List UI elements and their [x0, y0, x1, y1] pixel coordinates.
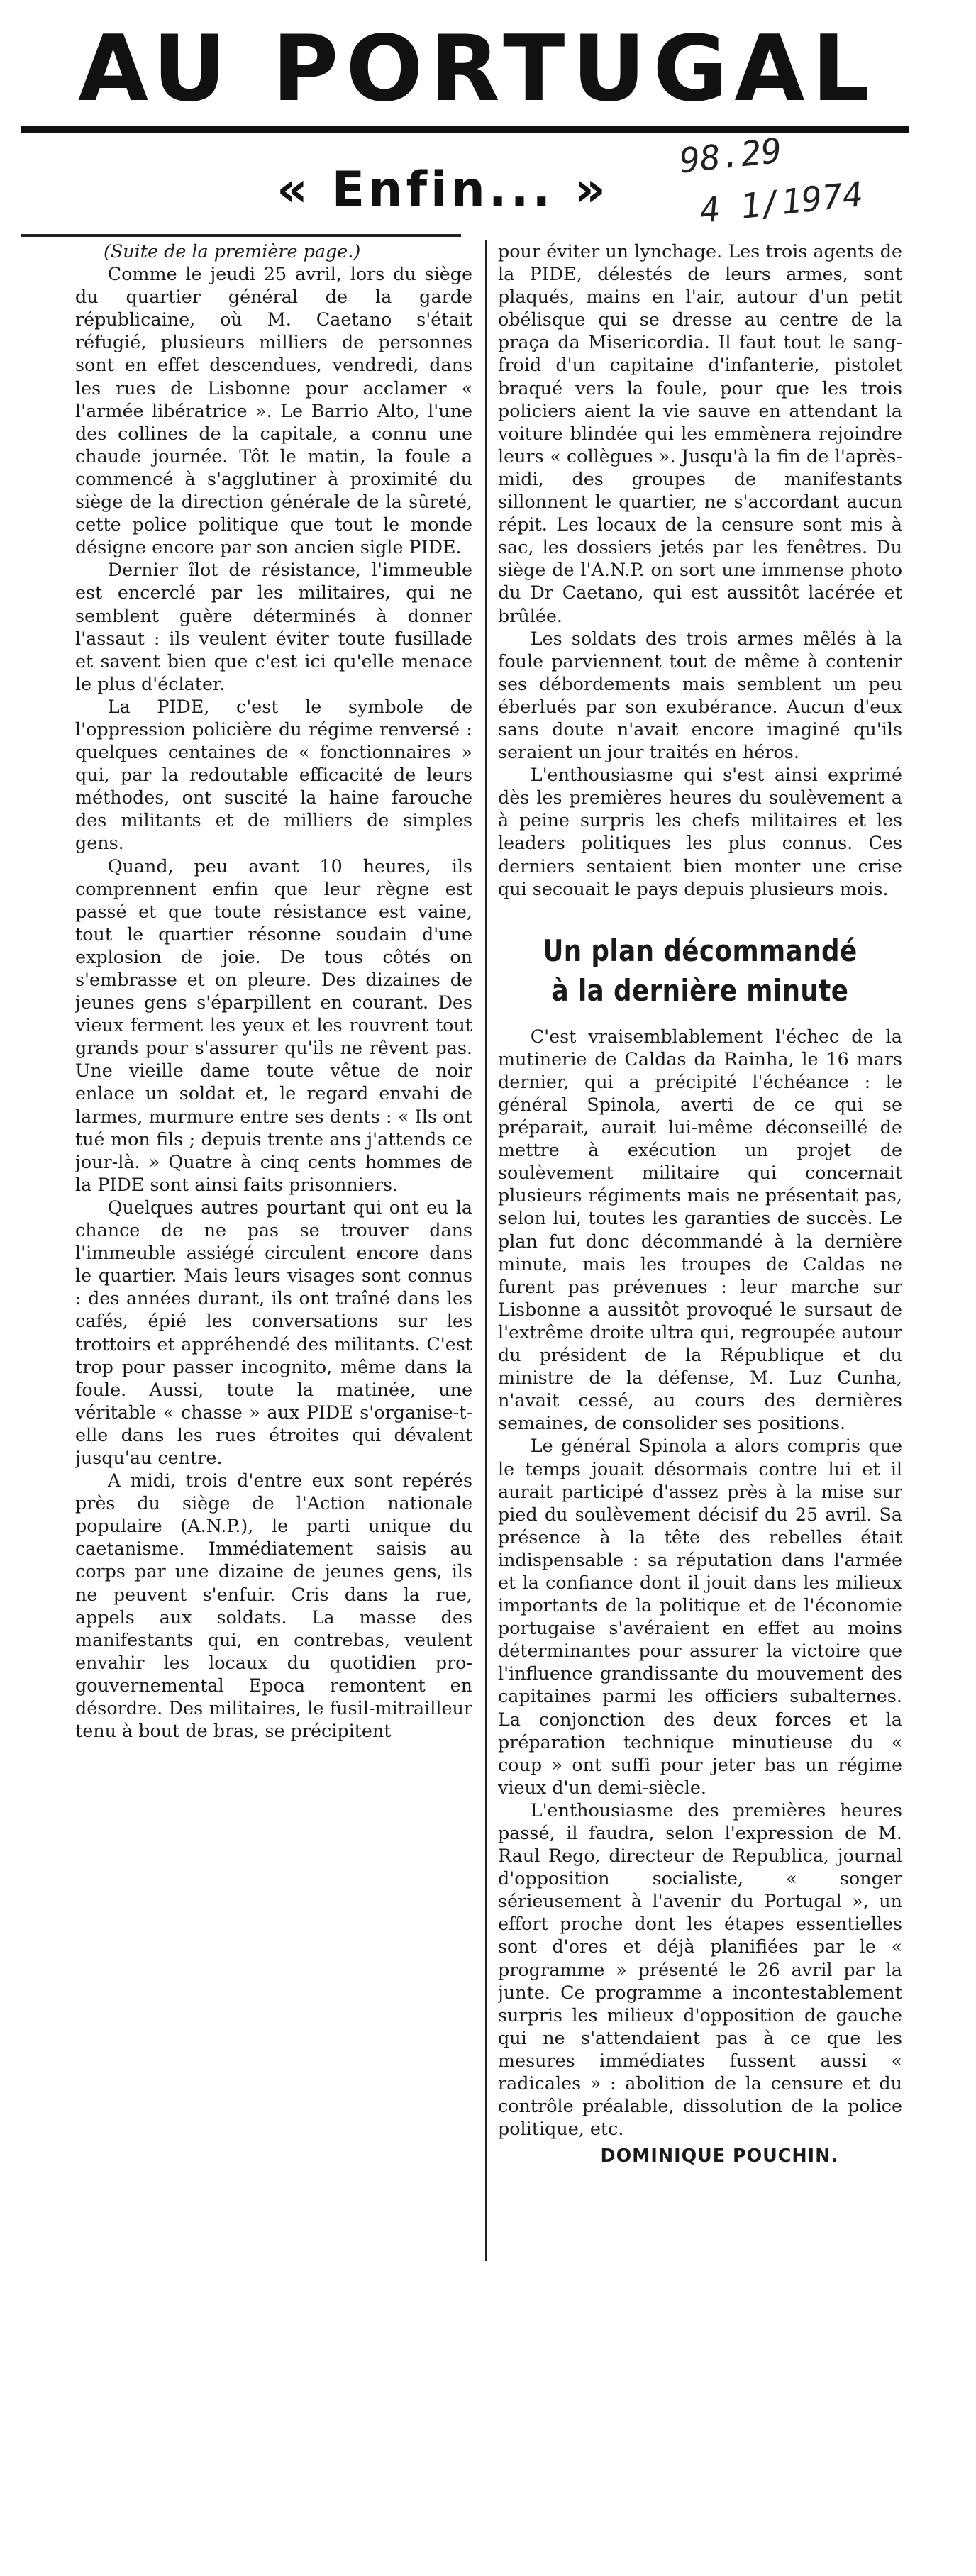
article-column-left: [75, 240, 472, 2211]
subheading-line-2: à la dernière minute: [551, 972, 849, 1008]
handwritten-note-line1: 98.29: [677, 131, 784, 182]
masthead: [21, 13, 909, 133]
paragraph: Quand, peu avant 10 heures, ils comprennent enfin que leur règne est passé et que toute résistance est vaine, tout le quartier résonne soudain d'une explosion de joie. De tous côtés on s'embrasse et on pleure. Des dizaines de jeunes gens s'éparpillent en courant. Des vieux ferment les yeux et les rouvrent tout grands pour s'assurer qu'ils ne rêvent pas. Une vieille dame toute vêtue de noir enlace un soldat et, le regard envahi de larmes, murmure entre ses dents : « Ils ont tué mon fils ; depuis trente ans j'attends ce jour-là. » Quatre à cinq cents hommes de la PIDE sont ainsi faits prisonniers.: [75, 855, 472, 1195]
paragraph: Comme le jeudi 25 avril, lors du siège du quartier général de la garde républicaine, où M. Caetano s'était réfugié, plusieurs milliers de personnes sont en effet descendues, vendredi, dans les rues de Lisbonne pour acclamer « l'armée libératrice ». Le Barrio Alto, l'une des collines de la capitale, a connu une chaude journée. Tôt le matin, la foule a commencé à s'agglutiner à proximité du siège de la direction générale de la sûreté, cette police politique que tout le monde désigne encore par son ancien sigle PIDE.: [75, 263, 472, 558]
headline-rule: [21, 234, 461, 237]
handwritten-annotation: [677, 131, 865, 233]
article-column-right: [498, 240, 902, 2474]
section-subheading: [528, 931, 872, 1011]
paragraph: L'enthousiasme des premières heures passé, il faudra, selon l'expression de M. Raul Rego, directeur de Republica, journal d'opposition socialiste, « songer sérieusement à l'avenir du Portugal », un effort proche dont les étapes essentielles sont d'ores et déjà planifiées par le « programme » présenté le 26 avril par la junte. Ce programme a incontestablement surpris les milieux d'opposition de gauche qui ne s'attendaient pas à ce que les mesures immédiates fussent aussi « radicales » : abolition de la censure et du contrôle préalable, dissolution de la police politique, etc.: [498, 1799, 902, 2140]
paragraph: C'est vraisemblablement l'échec de la mutinerie de Caldas da Rainha, le 16 mars dernier, qui a précipité l'échéance : le général Spinola, averti de ce qui se préparait, aurait lui-même déconseillé de mettre à exécution un projet de soulèvement militaire qui concernait plusieurs régiments mais ne présentait pas, selon lui, toutes les garanties de succès. Le plan fut donc décommandé à la dernière minute, mais les troupes de Caldas ne furent pas prévenues : leur marche sur Lisbonne a aussitôt provoqué le sursaut de l'extrême droite ultra qui, regroupée autour du président de la République et du ministre de la défense, M. Luz Cunha, n'avait cessé, au cours des dernières semaines, de consolider ses positions.: [498, 1025, 902, 1434]
paragraph: L'enthousiasme qui s'est ainsi exprimé dès les premières heures du soulèvement a à peine surpris les chefs militaires et les leaders politiques les plus connus. Ces derniers sentaient bien monter une crise qui secouait le pays depuis plusieurs mois.: [498, 764, 902, 899]
paragraph: A midi, trois d'entre eux sont repérés près du siège de l'Action nationale populaire (A.N.P.), le parti unique du caetanisme. Immédiatement saisis au corps par une dizaine de jeunes gens, ils ne peuvent s'enfuir. Cris dans la rue, appels aux soldats. La masse des manifestants qui, en contrebas, veulent envahir les locaux du quotidien pro-gouvernemental Epoca remontent en désordre. Des militaires, le fusil-mitrailleur tenu à bout de bras, se précipitent: [75, 1470, 472, 1742]
handwritten-note-line2: 4 1/1974: [697, 174, 865, 231]
paragraph: Quelques autres pourtant qui ont eu la chance de ne pas se trouver dans l'immeuble assiégé circulent encore dans le quartier. Mais leurs visages sont connus : des années durant, ils ont traîné dans les cafés, épié les conversations sur les trottoirs et appréhendé des militants. C'est trop pour passer incognito, même dans la foule. Aussi, toute la matinée, une véritable « chasse » aux PIDE s'organise-t-elle dans les rues étroites qui dévalent jusqu'au centre.: [75, 1196, 472, 1468]
paragraph: Dernier îlot de résistance, l'immeuble est encerclé par les militaires, qui ne semblent guère déterminés à donner l'assaut : ils veulent éviter toute fusillade et savent bien que c'est ici qu'elle menace le plus d'éclater.: [75, 559, 472, 694]
paragraph: pour éviter un lynchage. Les trois agents de la PIDE, délestés de leurs armes, sont plaqués, mains en l'air, autour d'un petit obélisque qui se dresse au centre de la praça da Misericordia. Il faut tout le sang-froid d'un capitaine d'infanterie, pistolet braqué vers la foule, pour que les trois policiers aient la vie sauve en attendant la voiture blindée qui les emmènera rejoindre leurs « collègues ». Jusqu'à la fin de l'après-midi, des groupes de manifestants sillonnent le quartier, ne s'accordant aucun répit. Les locaux de la censure sont mis à sac, les dossiers jetés par les fenêtres. Du siège de l'A.N.P. on sort une immense photo du Dr Caetano, qui est aussitôt lacérée et brûlée.: [498, 240, 902, 626]
paragraph: Les soldats des trois armes mêlés à la foule parviennent tout de même à contenir ses débordements mais semblent un peu éberlués par son exubérance. Aucun d'eux sans doute n'avait encore imaginé qu'ils seraient un jour traités en héros.: [498, 627, 902, 763]
paragraph: Le général Spinola a alors compris que le temps jouait désormais contre lui et il aurait participé d'assez près à la mise sur pied du soulèvement décisif du 25 avril. Sa présence à la tête des rebelles était indispensable : sa réputation dans l'armée et la confiance dont il jouit dans les milieux importants de la politique et de l'économie portugaise s'avéraient en effet au moins déterminantes pour assurer la victoire que l'influence grandissante du mouvement des capitaines parmi les officiers subalternes. La conjonction des deux forces et la préparation technique minutieuse du « coup » ont suffi pour jeter bas un régime vieux d'un demi-siècle.: [498, 1435, 902, 1798]
subheading-line-1: Un plan décommandé: [543, 933, 858, 968]
article-headline: « Enfin... »: [277, 162, 609, 218]
paragraph: La PIDE, c'est le symbole de l'oppression policière du régime renversé : quelques centaines de « fonctionnaires » qui, par la redoutable efficacité de leurs méthodes, ont suscité la haine farouche des militants et de milliers de simples gens.: [75, 695, 472, 854]
author-signature: DOMINIQUE POUCHIN.: [600, 2145, 838, 2167]
masthead-title: AU PORTUGAL: [78, 16, 877, 122]
column-divider: [485, 240, 487, 2261]
continuation-note: (Suite de la première page.): [104, 240, 361, 262]
